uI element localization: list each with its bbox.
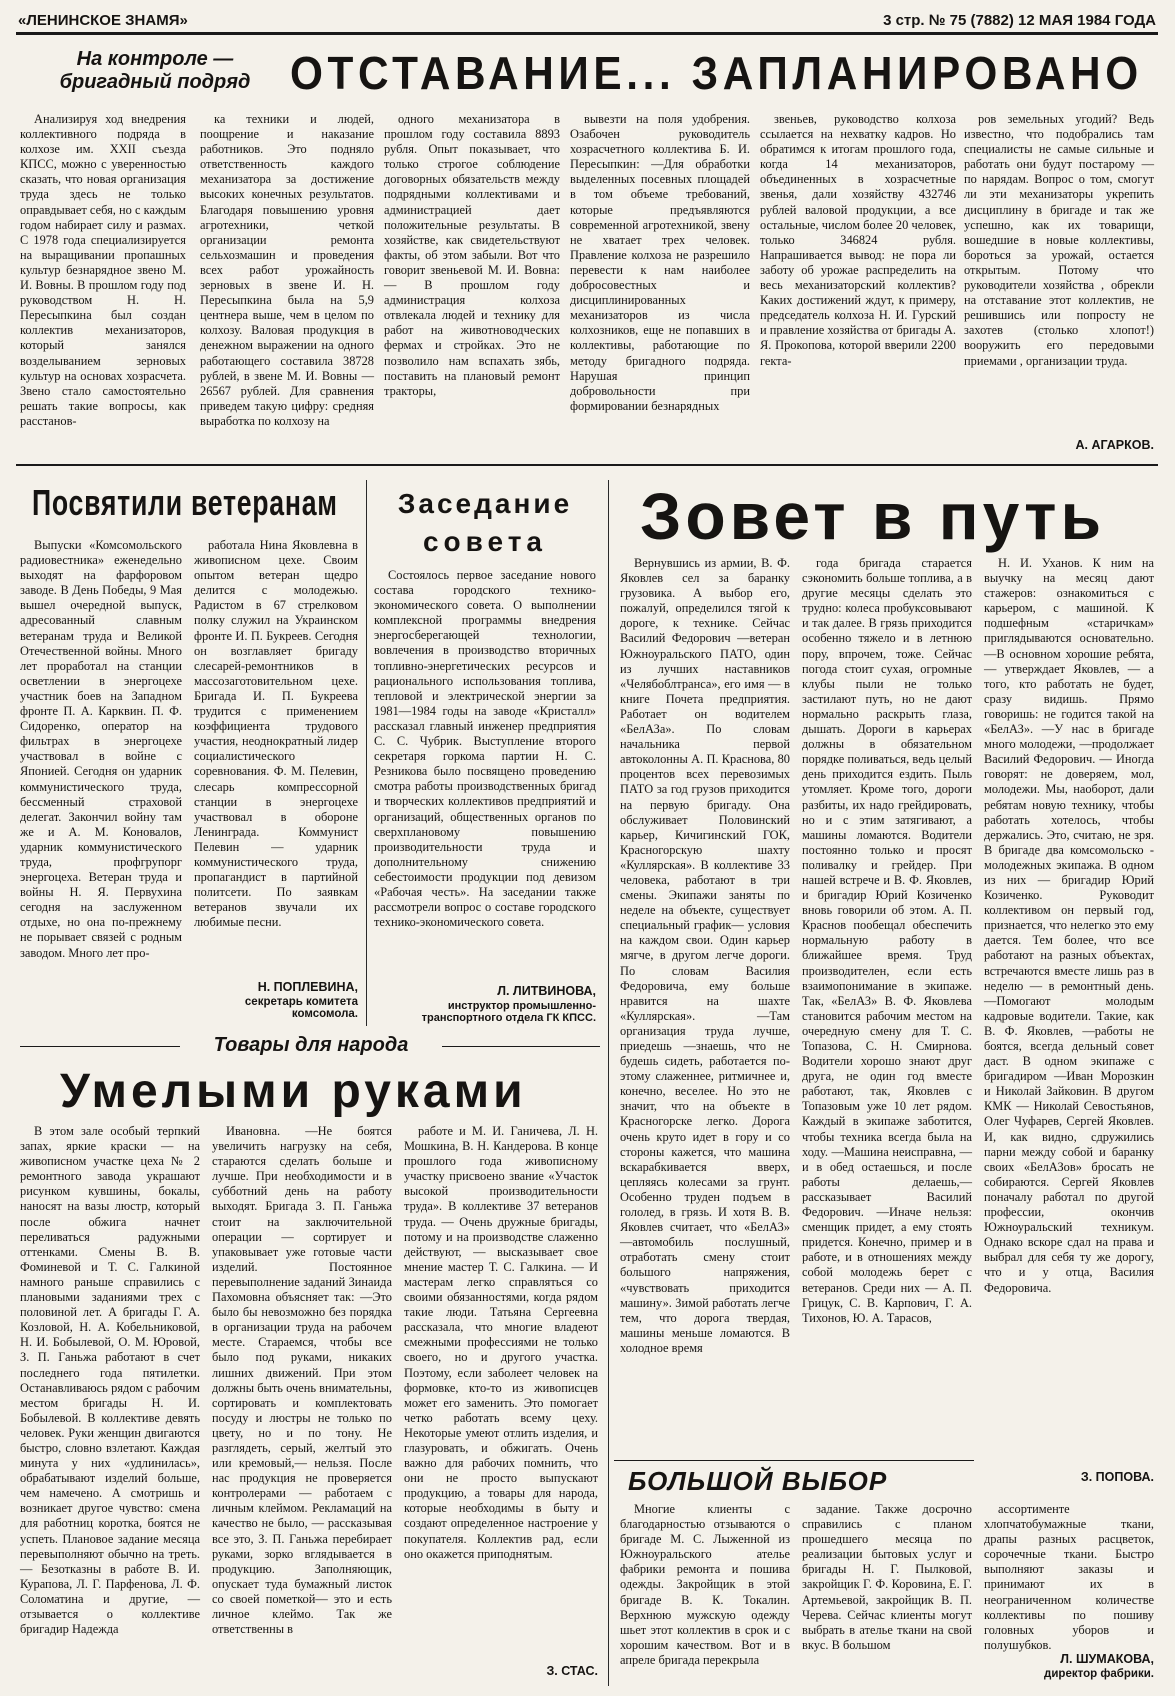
rubric-rule-left	[20, 1046, 180, 1047]
article4-signature: З. ПОПОВА.	[1080, 1470, 1154, 1484]
article1-col-6-text: ров земельных угодий? Ведь известно, что подобрались там специалисты не самые сильные и работать они будут постарому — по нарядам. Вопрос о том, смогут ли эти механизаторы укрепить дисциплину в бригаде и так же успешно, как их товарищи, вошедшие в новые коллективы, бороться за урожай, остается открытым. Потому что руководители хозяйства , обрекли на отставание этот коллектив, не решившись или попросту не захотев (столько хлопот!) вооружить его передовыми приемами , организации труда.	[964, 112, 1154, 368]
issue-info: 3 стр. № 75 (7882) 12 МАЯ 1984 ГОДА	[883, 12, 1156, 29]
article2-col-2-text: работала Нина Яковлевна в живописном цехе. Своим опытом ветеран щедро делится с молодежью. Радистом в 67 стрелковом полку служил на Украинском фронте И. П. Букреев. Сегодня он возглавляет бригаду слесарей-ремонтников в массозаготовительном цехе. Бригада И. П. Букреева трудится с применением коэффициента трудового участия, неоднократный лидер социалистического соревнования. Ф. М. Пелевин, слесарь компрессорной станции в энергоцехе участвовал в обороне Ленинграда. Коммунист Пелевин — ударник коммунистического труда, пропагандист в партийной политсети. По заявкам ветеранов звучали их любимые песни.	[194, 538, 358, 930]
article1-col-3	[384, 112, 560, 455]
article5-col-1	[20, 1124, 200, 1686]
article4-title: Зовет в путь	[640, 479, 1106, 553]
article3-signature-role: инструктор промышленно-транспортного отдела ГК КПСС.	[421, 1000, 596, 1024]
article4-col-2-text: года бригада старается сэкономить больше топлива, а в другие месяцы сделать это трудно: колеса пробуксовывают и так далее. В грязь приходится особенно тяжело и в летнюю пору, впрочем, тоже. Сейчас погода стоит сухая, огромные клубы пыли не только застилают путь, но не дают нормально раскрыть глаза, дышать. Дороги в карьерах должны в обязательном порядке поливаться, ведь целый день приходится ездить. Пыль утомляет. Кроме того, дороги разбиты, их надо грейдировать, но и с этим затягивают, а машины ломаются. Водители постоянно только и просят поливалку и грейдер. При нашей встрече и В. Ф. Яковлев, и бригадир Юрий Козиченко вновь говорили об этом. А. П. Краснов пообещал обеспечить нормальную работу в ближайшее время. Труд производителен, если есть взаимопонимание в экипаже. Так, «БелАЗ» В. Ф. Яковлева становится рабочим местом на очередную смену для Т. С. Топазова, С. Н. Смирнова. Водители хорошо знают друг друга, не один год вместе работают, так, Яковлев с Топазовым уже 10 лет рядом. Каждый в экипаже заботится, чтобы техника всегда была на ходу. —Машина неисправна, — и в обед остаешься, и после работы делаешь,— рассказывает Василий Федорович. —Иначе нельзя: сменщик придет, а ему стоять придется. Конечно, пример и в работе, и в отношениях между собой молодежь берет с ветеранов. Среди них — А. П. Грицук, С. В. Карпович, Г. А. Тихонов, Ю. А. Тарасов,	[802, 556, 972, 1325]
article6-col-1-text: Многие клиенты с благодарностью отзываются о бригаде М. С. Лыженной из Южноуральского ателье фабрики ремонта и пошива одежды. Закройщик в этой бригаде В. К. Токалин. Верхнюю мужскую одежду шьет этот коллектив в срок и с хорошим качеством. Вот и в апреле бригада перекрыла	[620, 1502, 790, 1667]
article6-col-3-text: ассортименте хлопчатобумажные ткани, драпы разных расцветок, сорочечные ткани. Быстро выполняют заказы и принимают их в неограниченном количестве коллективы по пошиву головных уборов и полушубков.	[984, 1502, 1154, 1652]
article3-body	[374, 568, 596, 980]
article6-col-2	[802, 1502, 972, 1686]
article1-col-1	[20, 112, 186, 455]
article6-signature: Л. ШУМАКОВА,	[1060, 1652, 1154, 1666]
divider-v1	[366, 480, 367, 1026]
article1-col-4	[570, 112, 750, 455]
newspaper-name: «ЛЕНИНСКОЕ ЗНАМЯ»	[18, 12, 188, 29]
article1-col-1-text: Анализируя ход внедрения коллективного подряда в колхозе им. XXII съезда КПСС, можно с уверенностью сказать, что новая организация труда здесь не только оправдывает себя, но с каждым годом набирает силу и размах. С 1978 года специализируется на выращивании пропашных культур безнарядное звено М. И. Вовны. В прошлом году под руководством Н. Н. Пересыпкина был создан коллектив механизаторов, который занялся возделыванием зерновых культур на основах хозрасчета. Звено стало самостоятельно решать такие вопросы, как расстанов-	[20, 112, 186, 428]
article6-col-1	[620, 1502, 790, 1686]
article4-col-3-text: Н. И. Уханов. К ним на выучку на месяц дают стажеров: ознакомиться с карьером, с машиной. К подшефным «старичкам» приглядываются основательно. —В основном хорошие ребята, — утверждает Яковлев, — а того, кто работать не будет, сразу видишь. Прямо говоришь: не годится такой на «БелАЗ». —У нас в бригаде много молодежи, —продолжает Василий Федорович. — Иногда говорят: не доверяем, мол, молодежи. Мы, наоборот, дали ребятам новую технику, чтобы работать хотелось, чтобы держались. Это, считаю, не зря. В бригаде два комсомольско - молодежных экипажа. В одном из них — бригадир Юрий Козиченко. Руководит коллективом он первый год, признается, что нелегко это ему дается. Тем более, что все работают на разных объектах, встречаются вместе лишь раз в неделю — в ремонтный день. —Помогают молодым кадровые водители. Такие, как В. Ф. Яковлев, —работы не боятся, всегда дельный совет даст. В одном экипаже с бригадиром —Иван Морозкин и Николай Зайковин. В другом КМК — Николай Севостьянов, Олег Чуфарев, Сергей Яковлев. И, как видно, сдружились парни между собой и баранку своих «БелАЗов» бросать не собираются. Сергей Яковлев поначалу работал по другой профессии, окончив Южноуральский техникум. Однако вскоре сдал на права и выбрал для себя ту же дорогу, что и у отца, Василия Федоровича.	[984, 556, 1154, 1295]
article3-title-line2: совета	[422, 526, 547, 557]
article6-title: БОЛЬШОЙ ВЫБОР	[628, 1466, 888, 1496]
article2-col-1	[20, 538, 182, 1024]
article5-col-1-text: В этом зале особый терпкий запах, яркие краски — на живописном участке цеха № 2 ремонтного завода украшают рисунком кувшины, бокалы, наносят на вазы люстр, который после обжига начнет переливаться радужными оттенками. Смены В. В. Фоминевой и Т. С. Галкиной намного раньше справились с плановыми заданиями трех с половиной лет. А бригады Г. А. Козловой, Н. А. Кобельниковой, Н. И. Бобылевой, О. М. Юровой, З. П. Ганьжа работают в счет последнего года пятилетки. Останавливаюсь рядом с рабочим местом бригады Н. И. Бобылевой. В коллективе девять человек. Руки женщин двигаются быстро, словно взлетают. Каждая минута у них «удлинилась», обрабатывают изделий больше, чем намечено. А смотришь и возникает другое чувство: смена для работниц коротка, боятся не успеть. Плановое задание месяца перевыполняют обычно на треть. — Безотказны в работе В. И. Курапова, Л. Г. Парфенова, Л. Ф. Соломатина и другие, — отзывается о коллективе бригадир Надежда	[20, 1124, 200, 1637]
article2-signature: Н. ПОПЛЕВИНА,	[257, 980, 358, 994]
article4-col-2	[802, 556, 972, 1486]
article1-col-3-text: одного механизатора в прошлом году составила 8893 рубля. Опыт показывает, что только строгое соблюдение договорных обязательств между подрядными коллективами и администрацией дает положительные результаты. В хозяйстве, как свидетельствуют факты, об этом забыли. Вот что говорит звеньевой М. И. Вовна: — В прошлом году администрация колхоза отвлекала людей и технику для работ на животноводческих фермах и стройках. Это не позволило нам вспахать зябь, поставить на плановый ремонт тракторы,	[384, 112, 560, 398]
article1-col-2-text: ка техники и людей, поощрение и наказание работников. Это подняло ответственность каждого механизатора за достижение высоких конечных результатов. Благодаря повышению уровня агротехники, четкой организации ремонта сельхозмашин и проведения всех работ урожайность зерновых в звене И. Н. Пересыпкина была на 5,9 центнера выше, чем в целом по колхозу. Валовая продукция в денежном выражении на одного работающего составила 38728 рублей, в звене М. И. Вовны —26567 рублей. Для сравнения приведем такую цифру: средняя выработка по колхозу на	[200, 112, 374, 428]
divider-v2	[608, 480, 609, 1686]
article5-rubric: Товары для народа	[213, 1034, 409, 1056]
article1-signature: А. АГАРКОВ.	[1075, 438, 1154, 452]
article1-col-4-text: вывезти на поля удобрения. Озабочен руководитель хозрасчетного коллектива Б. И. Пересыпкин: —Для обработки выделенных посевных площадей в том объеме требований, которые предъявляются современной агротехникой, звену не хватает трех человек. Правление колхоза не разрешило перевести к нам наиболее добросовестных и дисциплинированных механизаторов из числа колхозников, еще не попавших в коллективы, работающие по методу бригадного подряда. Нарушая принцип добровольности при формировании безнарядных	[570, 112, 750, 413]
article2-col-2	[194, 538, 358, 958]
article5-title: Умелыми руками	[60, 1065, 527, 1118]
page-header	[16, 10, 1158, 35]
article5-signature: З. СТАС.	[546, 1664, 598, 1678]
divider-top	[16, 464, 1158, 466]
article3-body-text: Состоялось первое заседание нового состава городского технико-экономического совета. О выполнении комплексной программы внедрения энергосберегающей технологии, вовлечения в производство вторичных топливно-энергетических ресурсов и рационального использования топлива, тепловой и электрической энергии за 1981—1984 годы на заводе «Кристалл» рассказал главный инженер предприятия С. С. Чубрик. Выступление второго секретаря горкома партии Н. С. Резникова было посвящено проведению смотра работы производственных бригад и творческих коллективов предприятий и организаций, общественных органов по сверхплановому повышению производительности труда и дополнительному снижению себестоимости продукции под девизом «Рабочая честь». На заседании также рассмотрели вопрос о составе городского технико-экономического совета.	[374, 568, 596, 930]
divider-article6	[614, 1460, 974, 1461]
article1-rubric: На контроле — бригадный подряд	[59, 48, 251, 93]
article6-col-3	[984, 1502, 1154, 1652]
article3-title-line1: Заседание	[397, 488, 573, 519]
article2-title: Посвятили ветеранам	[32, 482, 338, 523]
article1-col-5-text: звеньев, руководство колхоза ссылается на нехватку кадров. Но обратимся к итогам прошлого года, когда 14 механизаторов, объединенных в хозрасчетные звенья, дали хозяйству 432746 рублей валовой продукции, а все остальные, числом более 20 человек, только 346824 рубля. Напрашивается вывод: не пора ли заботу об урожае распределить на весь механизаторский коллектив? Каких достижений ждут, к примеру, председатель колхоза Н. И. Гурский и правление хозяйства от бригады А. Я. Прокопова, которой вверили 2200 гекта-	[760, 112, 956, 368]
article2-signature-role: секретарь комитета комсомола.	[244, 996, 358, 1020]
article1-title: ОТСТАВАНИЕ... ЗАПЛАНИРОВАНО	[290, 47, 1143, 99]
article4-col-1	[620, 556, 790, 1486]
article5-col-2	[212, 1124, 392, 1686]
article2-col-1-text: Выпуски «Комсомольского радиовестника» еженедельно выходят на фарфоровом заводе. В День Победы, 9 Мая вышел очередной выпуск, адресованный славным ветеранам труда и Великой Отечественной войны. Много лет проработал на станции осветлении в энергоцехе участник боев на Западном фронте П. А. Карквин. П. Ф. Сидоренко, оператор на фильтрах в энергоцехе участвовал в войне с Японией. Сегодня он ударник коммунистического труда, бессменный страховой делегат. Закончил войну там же и А. М. Коновалов, ударник коммунистического труда, профгрупорг энергоцеха. Ветеран труда и войны Н. Я. Первухина сегодня на заслуженном отдыхе, но она по-прежнему не порывает связей с родным заводом. Много лет про-	[20, 538, 182, 960]
article6-col-2-text: задание. Также досрочно справились с планом прошедшего месяца по реализации бытовых услуг и бригады Н. Г. Пылковой, закройщик Г. Ф. Коровина, Е. Г. Артемьевой, закройщик В. П. Черева. Сейчас клиенты могут выбрать в ателье ткани на свой вкус. В большом	[802, 1502, 972, 1652]
article1-col-2	[200, 112, 374, 455]
article1-col-6	[964, 112, 1154, 430]
article5-col-2-text: Ивановна. —Не боятся увеличить нагрузку на себя, стараются сделать больше и лучше. При необходимости и в субботний день на работу выходят. Бригада З. П. Ганьжа стоит на заключительной операции — сортирует и упаковывает уже готовые части изделий. Постоянное перевыполнение заданий Зинаида Пахомовна объясняет так: —Это было бы невозможно без порядка в организации труда на рабочем месте. Стараемся, чтобы все было под руками, никаких лишних движений. При этом должны быть очень внимательны, сортировать и комплектовать посуду и люстры не только по цвету, но и по тону. Не разглядеть, серый, желтый это или кремовый,— нельзя. После нас продукция не проверяется контролерами — работаем с личным клеймом. Рекламаций на качество не было, — рассказывая все это, З. П. Ганьжа перебирает руками, зорко вглядывается в продукцию. Заполняющик, опускает туда бумажный листок со своей пометкой— это и есть личное клеймо. Так же ответственны в	[212, 1124, 392, 1637]
article5-col-3	[404, 1124, 598, 1660]
article4-col-1-text: Вернувшись из армии, В. Ф. Яковлев сел за баранку грузовика. А выбор его, пожалуй, определился тягой к дороге, к технике. Сейчас Василий Федорович —ветеран Южноуральского ПАТО, один из лучших наставников «Челябоблтранса», его имя — в книге Почета предприятия. Работает он водителем «БелАЗа». По словам начальника первой автоколонны А. П. Краснова, 80 процентов всех перевозимых ПАТО за год грузов приходится на первую бригаду. Она обслуживает Половинский карьер, Кичигинский ГОК, Красногорскую шахту «Куллярская». В коллективе 33 человека, работают в три смены. Экипажи заняты по неделе на объекте, существует специальный график— условия на каждом свои. Один карьер мягче, в другом легче дороги. По словам Василия Федоровича, ему больше нравится на шахте «Куллярская». —Там организация труда лучше, приедешь —знаешь, что не будешь сидеть, работается по-этому слаженнее, ритмичнее и, конечно, веселее. Но это не значит, что на объекте в Красногорске легко. Дорога очень круто идет в гору и со стороны кажется, что машина вскарабкивается вверх, цепляясь колесами за грунт. Особенно труден подъем в гололед, в грязь. И хотя В. В. Яковлев считает, что «БелАЗ» —автомобиль послушный, отработать смену стоит большого напряжения, «чувствовать приходится машину». Зимой работать легче тем, что дорога твердая, машины меньше ломаются. В холодное время	[620, 556, 790, 1355]
article3-signature: Л. ЛИТВИНОВА,	[497, 984, 596, 998]
article4-col-3	[984, 556, 1154, 1462]
article1-col-5	[760, 112, 956, 455]
rubric-rule-right	[442, 1046, 600, 1047]
article6-signature-role: директор фабрики.	[1044, 1668, 1154, 1680]
article5-col-3-text: работе и М. И. Ганичева, Л. Н. Мошкина, В. Н. Кандерова. В конце прошлого года живописному участку присвоено звание «Участок высокой производительности труда». В коллективе 37 ветеранов труда. — Очень дружные бригады, потому и на производстве слаженно действуют, — высказывает свое мнение мастер Т. С. Галкина. — И мастерам легко справляться со своими обязанностями, когда рядом такие люди. Татьяна Сергеевна рассказала, что многие владеют смежными профессиями не только своего, но и другого участка. Поэтому, если заболеет человек на формовке, кто-то из живописцев может его заменить. Это помогает четко работать всему цеху. Некоторые умеют отлить изделия, и глазуровать, и обжигать. Очень важно для рабочих помнить, что они не просто выпускают продукцию, а товары для народа, которые необходимы в быту и создают определенное настроение у покупателя. Коллектив рад, если оно окажется приподнятым.	[404, 1124, 598, 1561]
